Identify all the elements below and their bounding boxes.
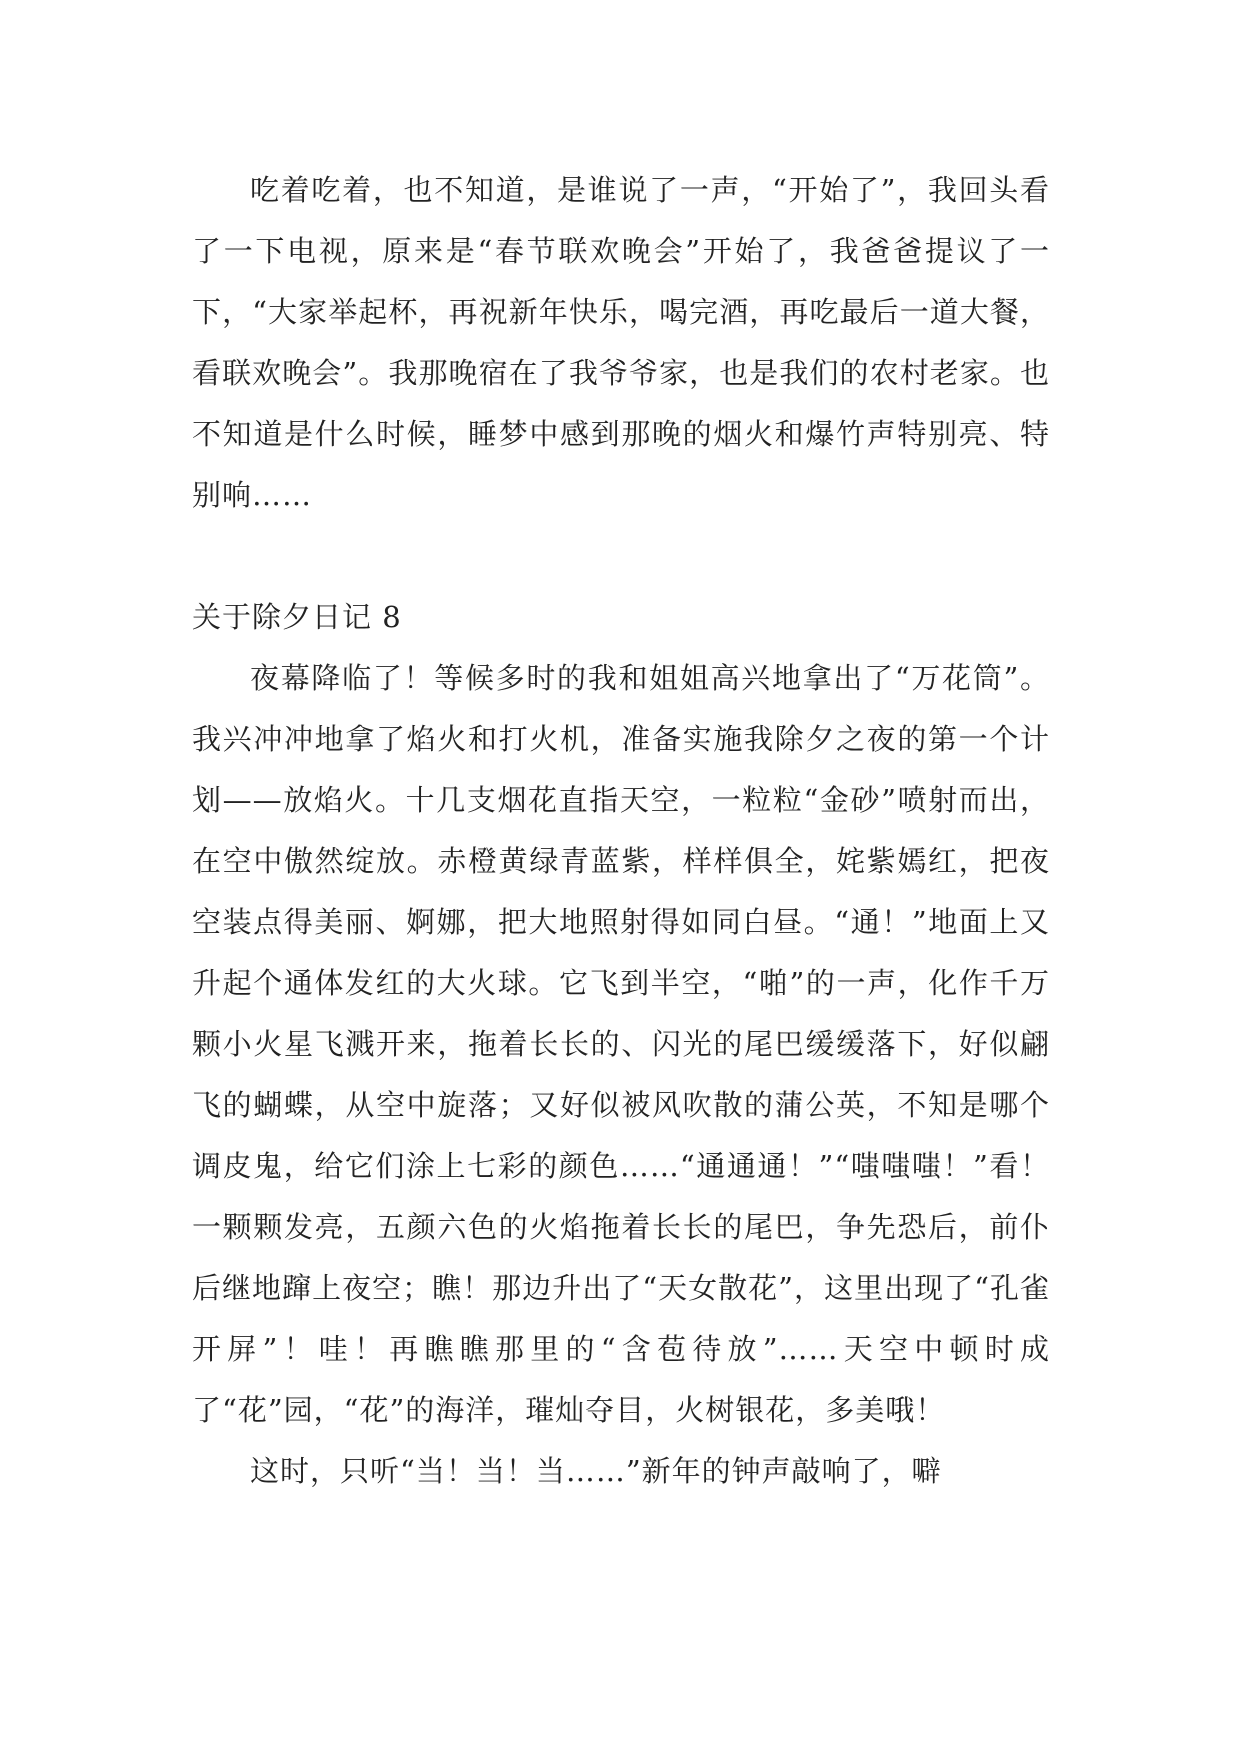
paragraph-new-year-eve-dinner: 吃着吃着，也不知道，是谁说了一声，“开始了”，我回头看了一下电视，原来是“春节联欢晚会”开始了，我爸爸提议了一下，“大家举起杯，再祝新年快乐，喝完酒，再吃最后一道大餐，看联欢晚会”。我那晚宿在了我爷爷家，也是我们的农村老家。也不知道是什么时候，睡梦中感到那晚的烟火和爆竹声特别亮、特别响…… — [192, 173, 1050, 512]
paragraph-new-year-bell: 这时，只听“当！当！当……”新年的钟声敲响了，噼 — [250, 1454, 942, 1488]
paragraph-fireworks: 夜幕降临了！等候多时的我和姐姐高兴地拿出了“万花筒”。我兴冲冲地拿了焰火和打火机，准备实施我除夕之夜的第一个计划——放焰火。十几支烟花直指天空，一粒粒“金砂”喷射而出，在空中傲然绽放。赤橙黄绿青蓝紫，样样俱全，姹紫嫣红，把夜空装点得美丽、婀娜，把大地照射得如同白昼。“通！”地面上又升起个通体发红的大火球。它飞到半空，“啪”的一声，化作千万颗小火星飞溅开来，拖着长长的、闪光的尾巴缓缓落下，好似翩飞的蝴蝶，从空中旋落；又好似被风吹散的蒲公英，不知是哪个调皮鬼，给它们涂上七彩的颜色……“通通通！”“嗤嗤嗤！”看！一颗颗发亮，五颜六色的火焰拖着长长的尾巴，争先恐后，前仆后继地蹿上夜空；瞧！那边升出了“天女散花”，这里出现了“孔雀开屏”！哇！再瞧瞧那里的“含苞待放”……天空中顿时成了“花”园，“花”的海洋，璀灿夺目，火树银花，多美哦！ — [192, 661, 1050, 1427]
section-heading: 关于除夕日记 8 — [192, 600, 402, 634]
document-body — [192, 160, 1050, 1502]
